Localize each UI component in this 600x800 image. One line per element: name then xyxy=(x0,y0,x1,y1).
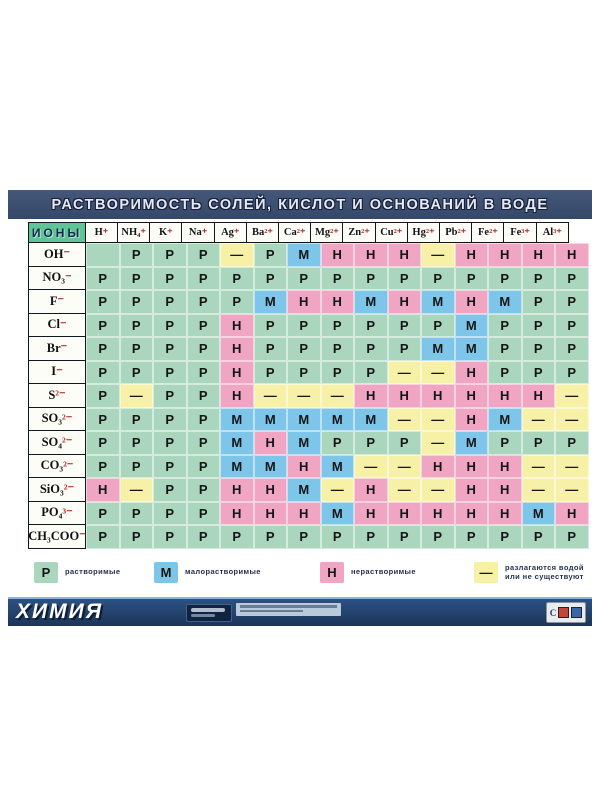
solubility-cell: Р xyxy=(321,337,355,361)
solubility-cell: Р xyxy=(120,267,154,291)
solubility-cell: М xyxy=(455,314,489,338)
table-row xyxy=(28,431,589,455)
anion-label-cell: S ²⁻ xyxy=(28,384,86,408)
solubility-cell: Р xyxy=(86,431,120,455)
table-body xyxy=(28,243,589,549)
solubility-cell: Н xyxy=(220,478,254,502)
solubility-cell: Р xyxy=(287,314,321,338)
legend-swatch: — xyxy=(474,562,498,583)
solubility-cell: М xyxy=(488,408,522,432)
solubility-cell: Р xyxy=(86,290,120,314)
ion-charge: ²⁺ xyxy=(330,227,339,239)
solubility-cell: Р xyxy=(421,267,455,291)
solubility-cell: — xyxy=(120,478,154,502)
ions-corner-cell: ИОНЫ xyxy=(28,222,86,243)
anion-label-cell: I ⁻ xyxy=(28,361,86,385)
solubility-poster xyxy=(8,190,592,624)
solubility-cell: Н xyxy=(354,384,388,408)
solubility-cell: Н xyxy=(455,408,489,432)
solubility-cell: М xyxy=(254,408,288,432)
title-bar xyxy=(8,190,592,219)
solubility-cell: Р xyxy=(153,408,187,432)
solubility-cell: Р xyxy=(120,290,154,314)
solubility-cell: М xyxy=(321,408,355,432)
ion-charge: ⁺ xyxy=(167,227,173,239)
ion-charge: ⁻ xyxy=(79,529,86,544)
solubility-cell: Р xyxy=(555,525,589,549)
solubility-cell: — xyxy=(421,408,455,432)
solubility-cell: Н xyxy=(455,361,489,385)
cation-header-cell: Ag ⁺ xyxy=(214,222,248,243)
table-header-row xyxy=(28,222,589,243)
table-row xyxy=(28,337,589,361)
solubility-cell: Р xyxy=(187,478,221,502)
solubility-cell: М xyxy=(354,290,388,314)
solubility-cell: Р xyxy=(120,502,154,526)
solubility-cell: Р xyxy=(153,267,187,291)
ion-charge: ²⁺ xyxy=(489,227,498,239)
solubility-cell: Р xyxy=(488,525,522,549)
anion-label-cell: Cl ⁻ xyxy=(28,314,86,338)
solubility-cell: Р xyxy=(153,502,187,526)
solubility-cell: М xyxy=(287,243,321,267)
solubility-cell: Р xyxy=(354,337,388,361)
solubility-cell: — xyxy=(421,431,455,455)
solubility-cell: Р xyxy=(220,290,254,314)
solubility-cell: Н xyxy=(220,502,254,526)
solubility-cell: Р xyxy=(421,314,455,338)
solubility-cell: Н xyxy=(388,243,422,267)
ion-charge: ⁺ xyxy=(102,227,109,239)
solubility-cell: Р xyxy=(187,384,221,408)
cation-header-cell: H ⁺ xyxy=(85,222,119,243)
solubility-cell: Р xyxy=(86,525,120,549)
solubility-cell: Р xyxy=(120,455,154,479)
table-row xyxy=(28,408,589,432)
table-row xyxy=(28,267,589,291)
solubility-cell: Р xyxy=(254,361,288,385)
table-row xyxy=(28,525,589,549)
solubility-cell: Н xyxy=(86,478,120,502)
legend-item xyxy=(154,562,261,583)
cation-header-cell: Al ³⁺ xyxy=(536,222,570,243)
solubility-cell: Н xyxy=(287,502,321,526)
solubility-cell: Р xyxy=(187,455,221,479)
solubility-cell: Н xyxy=(455,290,489,314)
cation-header-cell: Cu ²⁺ xyxy=(375,222,409,243)
ion-charge: ⁻ xyxy=(64,270,72,285)
solubility-cell: М xyxy=(455,337,489,361)
ion-charge: ³⁻ xyxy=(62,505,73,520)
solubility-cell: Р xyxy=(388,267,422,291)
solubility-cell: Р xyxy=(354,361,388,385)
solubility-cell: — xyxy=(522,478,556,502)
legend-label: растворимые xyxy=(65,567,121,577)
solubility-cell: Р xyxy=(254,267,288,291)
solubility-cell: — xyxy=(388,478,422,502)
solubility-cell: Р xyxy=(354,314,388,338)
ion-charge: ²⁺ xyxy=(296,227,306,239)
solubility-cell: Р xyxy=(321,525,355,549)
solubility-cell: М xyxy=(321,455,355,479)
solubility-cell: Р xyxy=(555,314,589,338)
solubility-cell: Н xyxy=(488,478,522,502)
solubility-cell: — xyxy=(287,384,321,408)
solubility-cell: Р xyxy=(187,243,221,267)
cation-header-cell: Na ⁺ xyxy=(181,222,215,243)
ion-charge: ²⁺ xyxy=(393,227,403,239)
solubility-cell: Р xyxy=(388,337,422,361)
solubility-cell: Р xyxy=(187,431,221,455)
solubility-cell: Н xyxy=(354,478,388,502)
solubility-cell: Р xyxy=(120,525,154,549)
solubility-cell: Р xyxy=(86,384,120,408)
footer-bar xyxy=(8,597,592,626)
cation-header-cell: Pb ²⁺ xyxy=(439,222,473,243)
solubility-cell: Р xyxy=(153,478,187,502)
anion-label-cell: F ⁻ xyxy=(28,290,86,314)
table-row xyxy=(28,478,589,502)
solubility-cell: Н xyxy=(455,478,489,502)
anion-label-cell: OH ⁻ xyxy=(28,243,86,267)
solubility-cell: Н xyxy=(354,243,388,267)
solubility-cell: Н xyxy=(388,290,422,314)
anion-label-cell: SO₄ ²⁻ xyxy=(28,431,86,455)
solubility-cell: Р xyxy=(321,314,355,338)
solubility-cell: Р xyxy=(153,455,187,479)
solubility-cell: М xyxy=(354,408,388,432)
anion-label-cell: Br ⁻ xyxy=(28,337,86,361)
cation-header-cell: Fe ³⁺ xyxy=(503,222,537,243)
solubility-cell: М xyxy=(455,431,489,455)
cation-header-cell: Zn ²⁺ xyxy=(342,222,376,243)
solubility-cell: Р xyxy=(455,267,489,291)
solubility-cell: Н xyxy=(287,455,321,479)
solubility-cell: Р xyxy=(120,243,154,267)
solubility-cell: — xyxy=(555,478,589,502)
table-row xyxy=(28,361,589,385)
anion-label-cell: CH₃COO ⁻ xyxy=(28,525,86,549)
anion-label-cell: SiO₃ ²⁻ xyxy=(28,478,86,502)
solubility-cell: Н xyxy=(254,502,288,526)
solubility-cell: Н xyxy=(455,243,489,267)
solubility-cell: Н xyxy=(220,337,254,361)
solubility-cell: Р xyxy=(187,337,221,361)
solubility-cell: М xyxy=(287,408,321,432)
legend-item xyxy=(320,562,416,583)
ion-charge: ²⁻ xyxy=(55,388,66,403)
solubility-cell: Р xyxy=(488,314,522,338)
badge-mark-red xyxy=(558,607,569,618)
legend-label: малорастворимые xyxy=(185,567,261,577)
solubility-cell: Р xyxy=(388,525,422,549)
solubility-cell: Н xyxy=(421,384,455,408)
solubility-cell: Р xyxy=(254,525,288,549)
solubility-cell: Н xyxy=(522,384,556,408)
badge-mark-blue xyxy=(571,607,582,618)
solubility-cell: — xyxy=(354,455,388,479)
solubility-cell: Р xyxy=(86,337,120,361)
solubility-cell: Р xyxy=(153,361,187,385)
solubility-cell: Р xyxy=(220,267,254,291)
solubility-cell: Р xyxy=(120,314,154,338)
solubility-cell: М xyxy=(421,290,455,314)
solubility-cell: Р xyxy=(86,361,120,385)
solubility-cell: Н xyxy=(488,384,522,408)
ion-charge: ³⁺ xyxy=(553,227,562,239)
solubility-cell: М xyxy=(287,431,321,455)
ion-charge: ⁺ xyxy=(201,227,208,239)
ion-charge: ²⁺ xyxy=(264,227,273,239)
solubility-cell: Н xyxy=(254,431,288,455)
solubility-cell: Р xyxy=(388,431,422,455)
solubility-cell: Р xyxy=(522,525,556,549)
ion-charge: ²⁻ xyxy=(63,482,75,497)
cation-header-cell: NH₄ ⁺ xyxy=(117,222,151,243)
solubility-cell: Н xyxy=(488,243,522,267)
solubility-cell: — xyxy=(522,455,556,479)
solubility-cell: Р xyxy=(522,337,556,361)
solubility-cell: Н xyxy=(522,243,556,267)
solubility-cell: Р xyxy=(287,525,321,549)
solubility-cell: — xyxy=(254,384,288,408)
solubility-cell: Р xyxy=(488,267,522,291)
solubility-cell: Р xyxy=(86,314,120,338)
solubility-cell: Р xyxy=(522,361,556,385)
solubility-cell: Р xyxy=(86,408,120,432)
solubility-cell: Р xyxy=(522,267,556,291)
solubility-cell: Р xyxy=(421,525,455,549)
solubility-cell: Р xyxy=(220,525,254,549)
solubility-table xyxy=(28,222,589,549)
legend xyxy=(8,556,592,594)
solubility-cell: Р xyxy=(153,243,187,267)
solubility-cell: Р xyxy=(488,361,522,385)
anion-label-cell: CO₃ ²⁻ xyxy=(28,455,86,479)
solubility-cell: Р xyxy=(321,431,355,455)
solubility-cell: Н xyxy=(321,290,355,314)
solubility-cell: — xyxy=(388,455,422,479)
solubility-cell: Р xyxy=(354,525,388,549)
solubility-cell: Р xyxy=(153,525,187,549)
solubility-cell: Р xyxy=(153,431,187,455)
solubility-cell: Р xyxy=(120,431,154,455)
solubility-cell: — xyxy=(220,243,254,267)
solubility-cell: Н xyxy=(388,502,422,526)
solubility-cell: Р xyxy=(187,267,221,291)
brand-text: ХИМИЯ xyxy=(16,600,104,623)
solubility-cell: — xyxy=(522,408,556,432)
solubility-cell: — xyxy=(421,361,455,385)
ion-charge: ⁻ xyxy=(60,341,68,356)
solubility-cell: Р xyxy=(488,337,522,361)
solubility-cell: М xyxy=(287,478,321,502)
solubility-cell: Н xyxy=(388,384,422,408)
solubility-cell: Р xyxy=(455,525,489,549)
footer-badge-icon xyxy=(546,602,586,623)
ion-charge: ²⁻ xyxy=(62,435,73,450)
solubility-cell: Р xyxy=(153,314,187,338)
solubility-cell: Р xyxy=(86,267,120,291)
ion-charge: ²⁺ xyxy=(425,227,435,239)
legend-item xyxy=(474,562,584,583)
solubility-cell: Р xyxy=(522,431,556,455)
solubility-cell: Н xyxy=(354,502,388,526)
ion-charge: ⁻ xyxy=(57,294,65,309)
anion-label-cell: SO₃ ²⁻ xyxy=(28,408,86,432)
solubility-cell: — xyxy=(421,243,455,267)
solubility-cell: Р xyxy=(187,525,221,549)
solubility-cell: Р xyxy=(86,502,120,526)
solubility-cell: Р xyxy=(254,337,288,361)
solubility-cell: М xyxy=(220,431,254,455)
solubility-cell: Р xyxy=(287,337,321,361)
table-row xyxy=(28,384,589,408)
ion-charge: ²⁻ xyxy=(63,458,74,473)
solubility-cell: — xyxy=(388,408,422,432)
anion-label-cell: PO₄ ³⁻ xyxy=(28,502,86,526)
solubility-cell: Р xyxy=(522,290,556,314)
solubility-cell: Р xyxy=(187,408,221,432)
solubility-cell: Р xyxy=(388,314,422,338)
solubility-cell: Р xyxy=(153,384,187,408)
legend-swatch: М xyxy=(154,562,178,583)
table-row xyxy=(28,290,589,314)
publisher-info-strip xyxy=(236,603,341,616)
solubility-cell: Р xyxy=(254,243,288,267)
publisher-logo-icon xyxy=(186,604,232,622)
solubility-cell: Р xyxy=(287,361,321,385)
solubility-cell: М xyxy=(220,408,254,432)
solubility-cell: М xyxy=(254,290,288,314)
solubility-cell: Р xyxy=(254,314,288,338)
solubility-cell: Р xyxy=(555,361,589,385)
table-row xyxy=(28,243,589,267)
solubility-cell: Н xyxy=(287,290,321,314)
solubility-cell: — xyxy=(321,384,355,408)
solubility-cell xyxy=(86,243,120,267)
solubility-cell: Р xyxy=(187,314,221,338)
solubility-cell: — xyxy=(555,455,589,479)
solubility-cell: Р xyxy=(555,267,589,291)
solubility-cell: Н xyxy=(421,455,455,479)
solubility-cell: Р xyxy=(522,314,556,338)
solubility-cell: М xyxy=(421,337,455,361)
solubility-cell: Р xyxy=(187,290,221,314)
solubility-cell: Н xyxy=(488,502,522,526)
solubility-cell: — xyxy=(321,478,355,502)
solubility-cell: Н xyxy=(455,384,489,408)
solubility-cell: М xyxy=(220,455,254,479)
cation-header-cell: Ca ²⁺ xyxy=(278,222,312,243)
ion-charge: ³⁺ xyxy=(521,227,530,239)
solubility-cell: Р xyxy=(555,337,589,361)
ion-charge: ²⁺ xyxy=(361,227,370,239)
solubility-cell: — xyxy=(388,361,422,385)
table-row xyxy=(28,455,589,479)
badge-letter: С xyxy=(549,607,557,618)
solubility-cell: Н xyxy=(220,314,254,338)
solubility-cell: Н xyxy=(455,502,489,526)
solubility-cell: М xyxy=(488,290,522,314)
ion-charge: ⁻ xyxy=(63,247,71,262)
solubility-cell: Н xyxy=(254,478,288,502)
solubility-cell: Р xyxy=(120,361,154,385)
legend-label: разлагаются водой или не существуют xyxy=(505,563,584,581)
solubility-cell: — xyxy=(555,384,589,408)
ion-charge: ²⁻ xyxy=(62,411,73,426)
ion-charge: ⁺ xyxy=(140,227,146,239)
poster-title: РАСТВОРИМОСТЬ СОЛЕЙ, КИСЛОТ И ОСНОВАНИЙ В ВОДЕ xyxy=(51,196,549,213)
solubility-cell: Р xyxy=(120,337,154,361)
solubility-cell: Р xyxy=(86,455,120,479)
solubility-cell: М xyxy=(321,502,355,526)
ion-charge: ⁺ xyxy=(233,227,240,239)
solubility-cell: Р xyxy=(488,431,522,455)
solubility-cell: — xyxy=(555,408,589,432)
solubility-cell: Н xyxy=(488,455,522,479)
solubility-cell: Н xyxy=(220,361,254,385)
solubility-cell: Р xyxy=(120,408,154,432)
solubility-cell: Н xyxy=(421,502,455,526)
legend-swatch: Н xyxy=(320,562,344,583)
cation-header-cell: Ba ²⁺ xyxy=(246,222,280,243)
cation-header-cell: K ⁺ xyxy=(149,222,183,243)
anion-label-cell: NO₃ ⁻ xyxy=(28,267,86,291)
solubility-cell: — xyxy=(421,478,455,502)
cation-header-cell: Hg ²⁺ xyxy=(407,222,441,243)
solubility-cell: Р xyxy=(187,502,221,526)
solubility-cell: Р xyxy=(153,290,187,314)
solubility-cell: М xyxy=(254,455,288,479)
ion-charge: ²⁺ xyxy=(457,227,467,239)
solubility-cell: Р xyxy=(187,361,221,385)
solubility-cell: Р xyxy=(354,431,388,455)
cation-header-cell: Fe ²⁺ xyxy=(471,222,505,243)
legend-item xyxy=(34,562,120,583)
solubility-cell: Р xyxy=(555,290,589,314)
solubility-cell: Р xyxy=(321,361,355,385)
solubility-cell: — xyxy=(120,384,154,408)
solubility-cell: Н xyxy=(321,243,355,267)
solubility-cell: Н xyxy=(455,455,489,479)
legend-label: нерастворимые xyxy=(351,567,416,577)
solubility-cell: Р xyxy=(321,267,355,291)
solubility-cell: Р xyxy=(287,267,321,291)
solubility-cell: Р xyxy=(555,431,589,455)
ion-charge: ⁻ xyxy=(56,364,63,379)
solubility-cell: М xyxy=(522,502,556,526)
ion-charge: ⁻ xyxy=(59,317,67,332)
solubility-cell: Р xyxy=(153,337,187,361)
solubility-cell: Н xyxy=(555,243,589,267)
cation-header-cell: Mg ²⁺ xyxy=(310,222,344,243)
solubility-cell: Н xyxy=(220,384,254,408)
solubility-cell: Н xyxy=(555,502,589,526)
legend-swatch: Р xyxy=(34,562,58,583)
solubility-cell: Р xyxy=(354,267,388,291)
table-row xyxy=(28,502,589,526)
table-row xyxy=(28,314,589,338)
